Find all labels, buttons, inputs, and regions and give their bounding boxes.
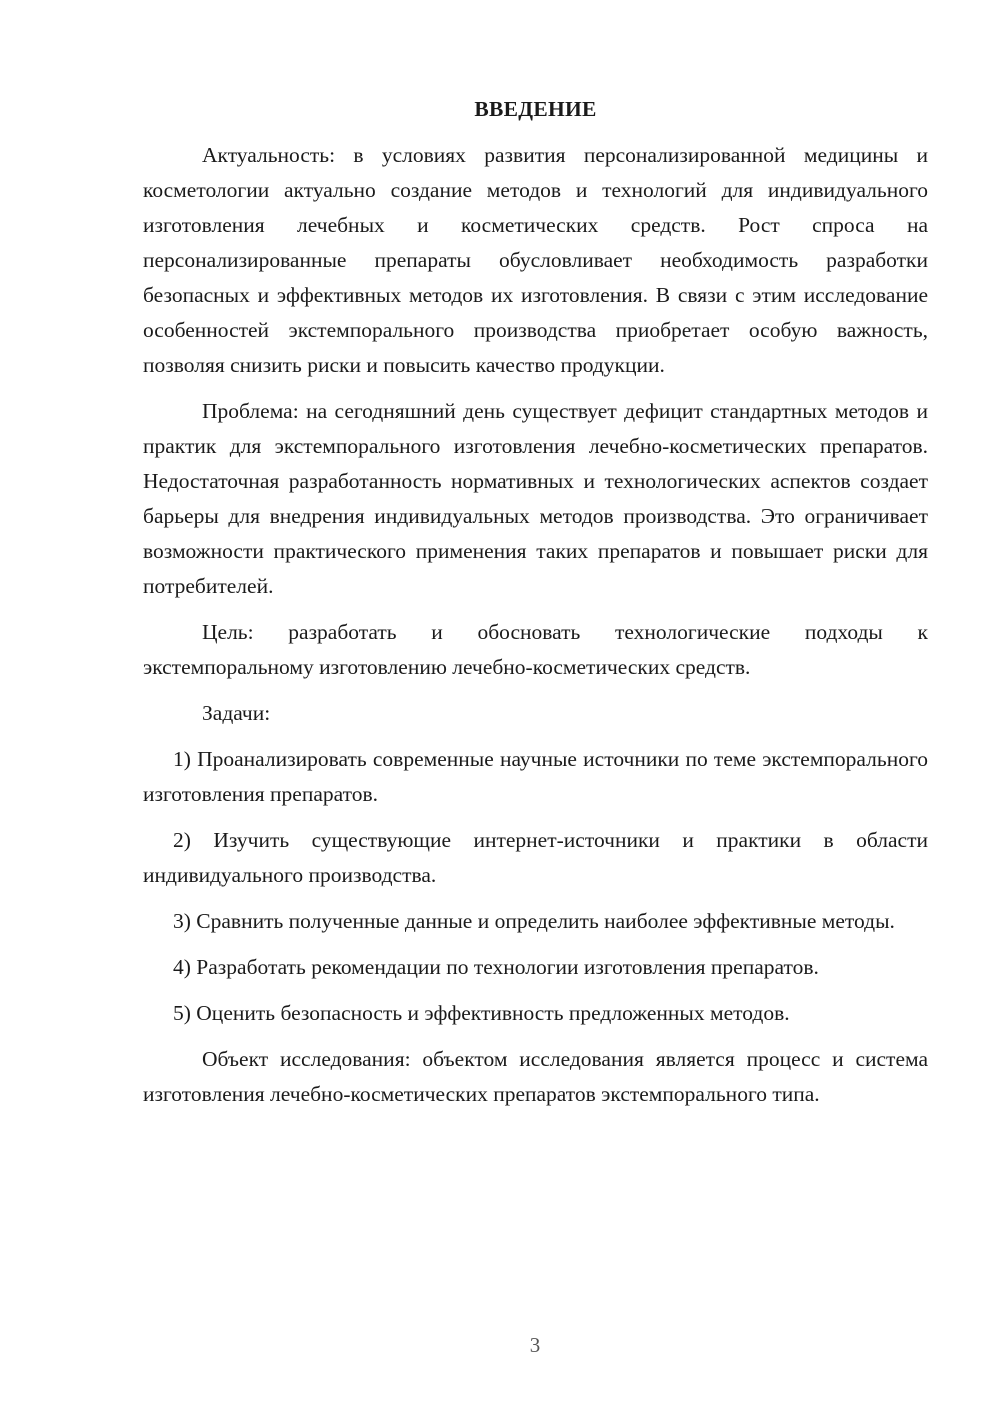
task-item-1: 1) Проанализировать современные научные источники по теме экстемпорального изготовления препаратов. (143, 747, 928, 806)
goal-paragraph: Цель: разработать и обосновать технологические подходы к экстемпоральному изготовлению лечебно-косметических средств. (143, 620, 928, 679)
task-item-5: 5) Оценить безопасность и эффективность предложенных методов. (173, 1001, 790, 1025)
task-item-2: 2) Изучить существующие интернет-источники и практики в области индивидуального производства. (143, 828, 928, 887)
relevance-paragraph: Актуальность: в условиях развития персонализированной медицины и косметологии актуально создание методов и технологий для индивидуального изготовления лечебных и косметических средств. Рост спроса на персонализированные препараты обусловливает необходимость разработки безопасных и эффективных методов их изготовления. В связи с этим исследование особенностей экстемпорального производства приобретает особую важность, позволяя снизить риски и повысить качество продукции. (143, 143, 928, 377)
problem-paragraph: Проблема: на сегодняшний день существует дефицит стандартных методов и практик для экстемпорального изготовления лечебно-косметических препаратов. Недостаточная разработанность нормативных и технологических аспектов создает барьеры для внедрения индивидуальных методов производства. Это ограничивает возможности практического применения таких препаратов и повышает риски для потребителей. (143, 399, 928, 598)
tasks-heading: Задачи: (202, 701, 271, 725)
section-title: ВВЕДЕНИЕ (474, 97, 597, 121)
object-paragraph: Объект исследования: объектом исследования является процесс и система изготовления лечебно-косметических препаратов экстемпорального типа. (143, 1047, 928, 1106)
task-item-4: 4) Разработать рекомендации по технологии изготовления препаратов. (173, 955, 819, 979)
task-item-3: 3) Сравнить полученные данные и определить наиболее эффективные методы. (173, 909, 895, 933)
page-number: 3 (529, 1333, 541, 1357)
document-page (143, 92, 928, 1123)
